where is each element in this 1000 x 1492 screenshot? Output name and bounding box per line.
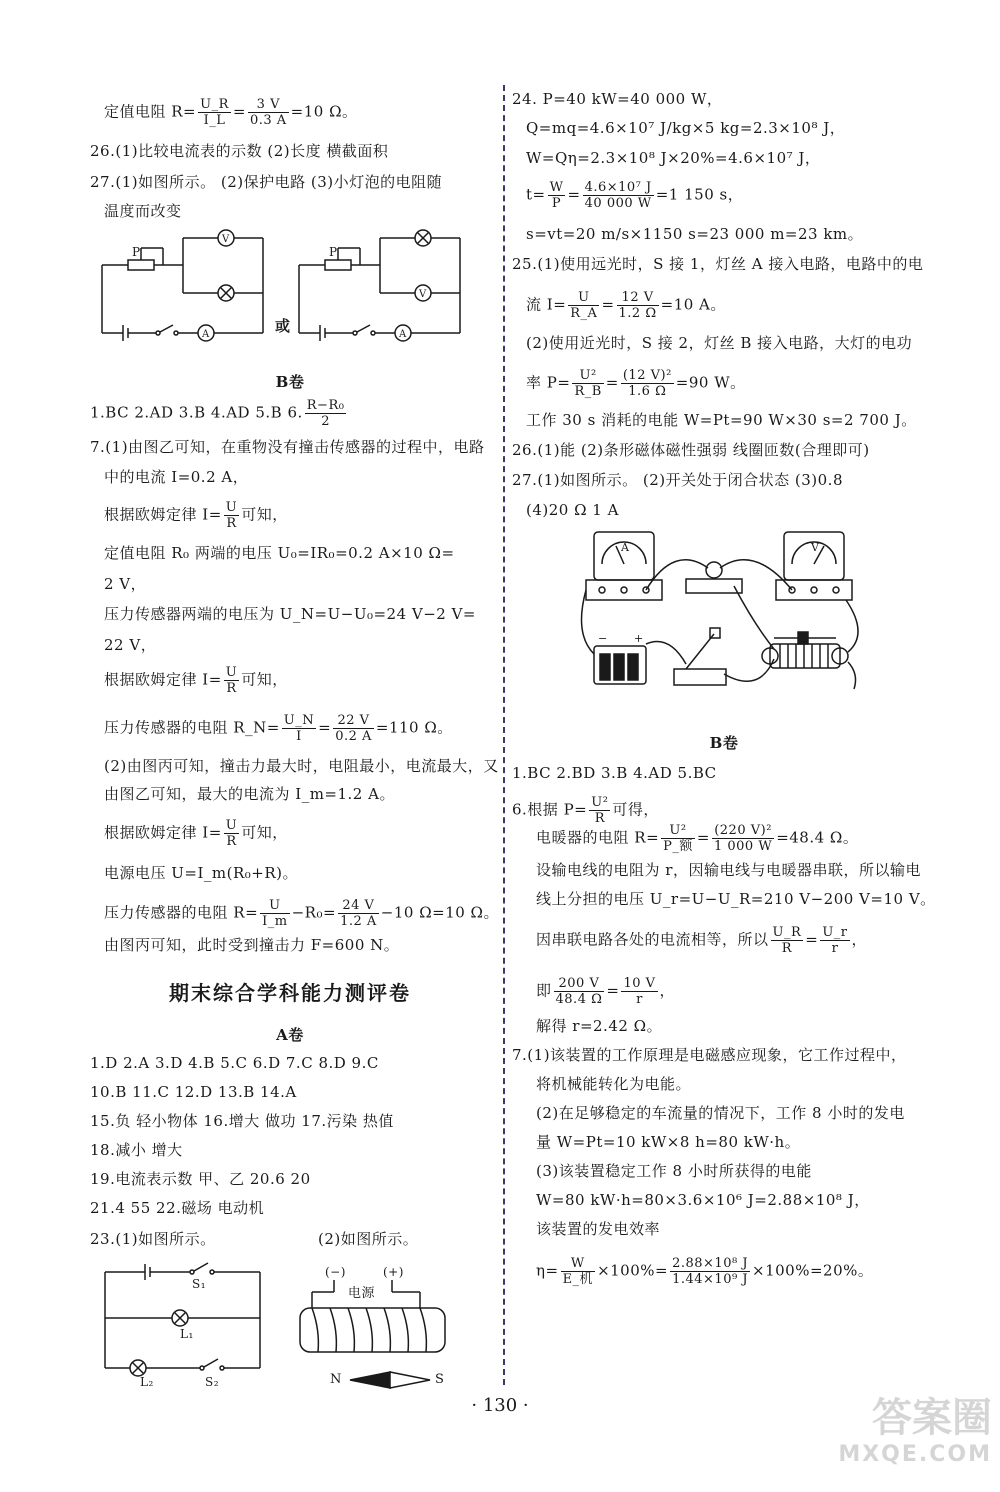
column-divider <box>503 85 505 1385</box>
answer-line: 24. P=40 kW=40 000 W， <box>512 90 723 108</box>
answer-line: η= $\frac{W}{\text{E\_机}}$ ×100%= $\frac{\text{2.88×10⁸ J}}{\text{1.44×10⁹ J}}$ ×100%=20%。 <box>536 1256 874 1287</box>
answer-line: 2 V， <box>104 575 147 593</box>
answer-line: 定值电阻 R= $\frac{U\_R}{I\_L}$ = $\frac{3 V}{0.3 A}$ =10 Ω。 <box>104 97 358 128</box>
answer-line: (3)该装置稳定工作 8 小时所获得的电能 <box>536 1162 812 1180</box>
label-s1: S₁ <box>192 1277 207 1291</box>
answer-line: 线上分担的电压 U_r=U−U_R=210 V−200 V=10 V。 <box>536 890 936 908</box>
answer-line: 工作 30 s 消耗的电能 W=Pt=90 W×30 s=2 700 J。 <box>526 411 917 429</box>
answer-line: 由图丙可知，此时受到撞击力 F=600 N。 <box>104 936 400 954</box>
circuit-diagram-left <box>98 228 268 368</box>
answer-line: 15.负 轻小物体 16.增大 做功 17.污染 热值 <box>90 1112 394 1130</box>
answer-line: 即 $\frac{200 V}{48.4 \Omega}$ = $\frac{10 V}{r}$ ， <box>536 976 676 1007</box>
answer-line: 率 P= $\frac{\text{U²}}{R\_B}$ = $\frac{\text{(12 V)²}}{1.6 \Omega}$ =90 W。 <box>526 368 746 399</box>
answer-line: 1.D 2.A 3.D 4.B 5.C 6.D 7.C 8.D 9.C <box>90 1054 379 1072</box>
answer-line: 27.(1)如图所示。 (2)保护电路 (3)小灯泡的电阻随 <box>90 173 443 191</box>
solenoid-diagram-23-2 <box>290 1262 490 1392</box>
answer-line: 25.(1)使用远光时，S 接 1，灯丝 A 接入电路，电路中的电 <box>512 255 924 273</box>
answer-line: 26.(1)能 (2)条形磁体磁性强弱 线圈匝数(合理即可) <box>512 441 870 459</box>
label-voltmeter: V <box>811 541 820 554</box>
page-number: · 130 · <box>471 1395 529 1416</box>
answer-line: 温度而改变 <box>104 202 182 220</box>
or-label: 或 <box>275 317 291 335</box>
svg-text:A: A <box>202 329 210 340</box>
answer-line: (2)在足够稳定的车流量的情况下，工作 8 小时的发电 <box>536 1104 905 1122</box>
answer-line: 压力传感器两端的电压为 U_N=U−U₀=24 V−2 V= <box>104 605 477 623</box>
answer-line: 21.4 55 22.磁场 电动机 <box>90 1199 265 1217</box>
answer-line: 根据欧姆定律 I= $\frac{U}{R}$ 可知， <box>104 500 288 531</box>
answer-line: 27.(1)如图所示。 (2)开关处于闭合状态 (3)0.8 <box>512 471 843 489</box>
answer-line: 6.根据 P= $\frac{\text{U²}}{R}$ 可得， <box>512 795 659 826</box>
svg-text:A: A <box>399 329 407 340</box>
answer-line: 10.B 11.C 12.D 13.B 14.A <box>90 1083 297 1101</box>
label-l2: L₂ <box>140 1375 154 1389</box>
answer-line: 量 W=Pt=10 kW×8 h=80 kW·h。 <box>536 1133 801 1151</box>
circuit-diagram-23-1 <box>100 1260 270 1390</box>
answer-line: 流 I= $\frac{U}{R\_A}$ = $\frac{12 V}{1.2 \Omega}$ =10 A。 <box>526 290 726 321</box>
label-ammeter: A <box>621 541 630 554</box>
watermark-logo <box>802 1394 992 1484</box>
label-negative: (−) <box>325 1265 346 1279</box>
label-l1: L₁ <box>180 1327 194 1341</box>
answer-line: 因串联电路各处的电流相等，所以 $\frac{U\_R}{R}$ = $\frac{U\_r}{r}$ ， <box>536 925 868 956</box>
answer-line: (4)20 Ω 1 A <box>526 501 619 519</box>
answer-line: 根据欧姆定律 I= $\frac{U}{R}$ 可知， <box>104 665 288 696</box>
circuit-diagram-right <box>295 228 465 368</box>
answer-line: 压力传感器的电阻 R_N= $\frac{U\_N}{I}$ = $\frac{22 V}{0.2 A}$ =110 Ω。 <box>104 713 453 744</box>
svg-text:V: V <box>419 289 427 300</box>
answer-line: 解得 r=2.42 Ω。 <box>536 1017 663 1035</box>
answer-line: 定值电阻 R₀ 两端的电压 U₀=IR₀=0.2 A×10 Ω= <box>104 544 455 562</box>
answer-line: 压力传感器的电阻 R= $\frac{U}{I\_m}$ −R₀= $\frac{24 V}{1.2 A}$ −10 Ω=10 Ω。 <box>104 898 499 929</box>
label-north: N <box>330 1372 342 1387</box>
watermark-url: MXQE.COM <box>838 1442 992 1467</box>
svg-text:V: V <box>222 234 230 245</box>
watermark-text: 答案圈 <box>872 1395 992 1441</box>
label-power-source: 电源 <box>348 1286 376 1301</box>
answer-line: 由图乙可知，最大的电流为 I_m=1.2 A。 <box>104 785 395 803</box>
answer-line: 电源电压 U=I_m(R₀+R)。 <box>104 864 299 882</box>
answer-line: 设输电线的电阻为 r，因输电线与电暖器串联，所以输电 <box>536 861 921 879</box>
answer-line: 26.(1)比较电流表的示数 (2)长度 横截面积 <box>90 142 389 160</box>
answer-line: 23.(1)如图所示。 <box>90 1230 216 1248</box>
answer-line: 电暖器的电阻 R= $\frac{\text{U²}}{\text{P\_额}}$ = $\frac{\text{(220 V)²}}{1 000 W}$ =48.4 Ω。 <box>536 823 859 854</box>
answer-line: 18.减小 增大 <box>90 1141 183 1159</box>
answer-line: (2)由图丙可知，撞击力最大时，电阻最小，电流最大，又 <box>104 757 499 775</box>
section-title: 期末综合学科能力测评卷 <box>169 981 411 1005</box>
label-s2: S₂ <box>205 1375 220 1389</box>
answer-line: (2)使用近光时，S 接 2，灯丝 B 接入电路，大灯的电功 <box>526 334 913 352</box>
answer-line: s=vt=20 m/s×1150 s=23 000 m=23 km。 <box>526 225 864 243</box>
answer-line: t= $\frac{W}{P}$ = $\frac{\text{4.6×10⁷ J}}{40 000 W}$ =1 150 s， <box>526 180 744 211</box>
label-south: S <box>435 1372 445 1387</box>
circuit-illustration <box>574 524 874 704</box>
section-heading-b: B卷 <box>709 734 739 752</box>
answer-line: 该装置的发电效率 <box>536 1220 661 1238</box>
answer-line: 根据欧姆定律 I= $\frac{U}{R}$ 可知， <box>104 818 288 849</box>
answer-line: 7.(1)该装置的工作原理是电磁感应现象，它工作过程中， <box>512 1046 907 1064</box>
answer-line: 1.BC 2.BD 3.B 4.AD 5.BC <box>512 764 717 782</box>
answer-line: 19.电流表示数 甲、乙 20.6 20 <box>90 1170 311 1188</box>
answer-line: 1.BC 2.AD 3.B 4.AD 5.B 6. $\frac{\text{R−R₀}}{2}$ <box>90 398 345 429</box>
answer-line: W=80 kW·h=80×3.6×10⁶ J=2.88×10⁸ J， <box>536 1191 870 1209</box>
section-heading-a: A卷 <box>276 1026 304 1044</box>
label-positive: (+) <box>383 1265 404 1279</box>
answer-line: 7.(1)由图乙可知，在重物没有撞击传感器的过程中，电路 <box>90 438 485 456</box>
answer-line: W=Qη=2.3×10⁸ J×20%=4.6×10⁷ J， <box>526 149 821 167</box>
section-heading-b: B卷 <box>275 373 305 391</box>
svg-text:P: P <box>329 245 338 259</box>
svg-text:+: + <box>634 632 644 645</box>
answer-line: (2)如图所示。 <box>318 1230 419 1248</box>
svg-text:−: − <box>598 632 608 645</box>
svg-text:P: P <box>132 245 141 259</box>
answer-line: 22 V， <box>104 636 157 654</box>
answer-line: 中的电流 I=0.2 A， <box>104 468 249 486</box>
answer-line: Q=mq=4.6×10⁷ J/kg×5 kg=2.3×10⁸ J， <box>526 119 846 137</box>
answer-line: 将机械能转化为电能。 <box>536 1075 692 1093</box>
